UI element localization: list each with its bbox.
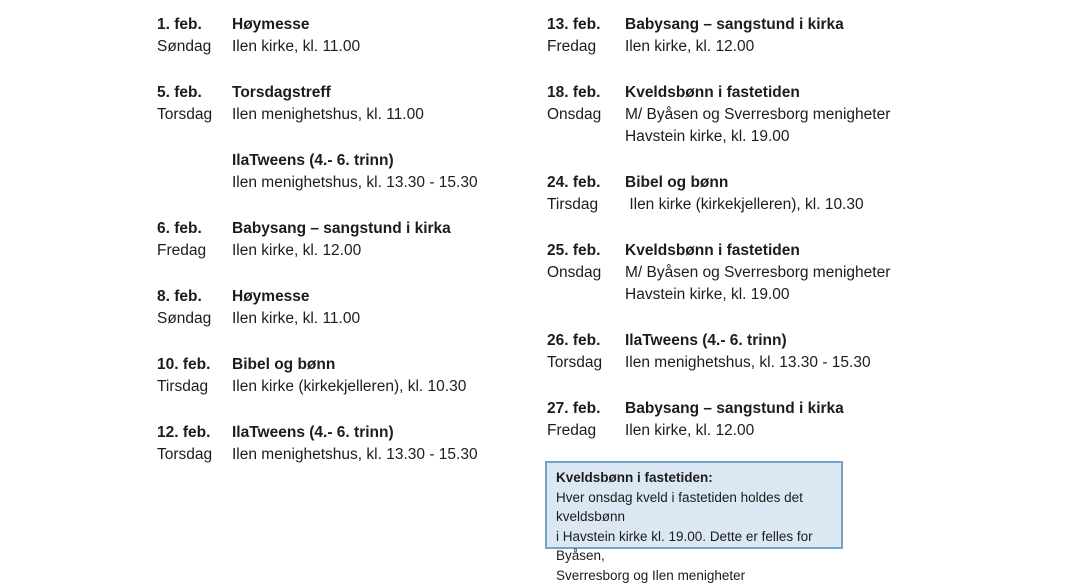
info-box-line: Hver onsdag kveld i fastetiden holdes det kveldsbønn [556, 488, 832, 527]
event-title: Kveldsbønn i fastetiden [625, 82, 942, 104]
event-entry [157, 354, 542, 398]
event-content-cell [232, 82, 542, 126]
event-title: Torsdagstreff [232, 82, 542, 104]
event-date: 18. feb. [547, 82, 625, 104]
event-entry [547, 398, 942, 442]
event-detail-line: Ilen menighetshus, kl. 13.30 - 15.30 [232, 444, 542, 466]
event-date: 5. feb. [157, 82, 232, 104]
events-column-right [547, 14, 942, 466]
event-title: Babysang – sangstund i kirka [625, 398, 942, 420]
event-content-cell [625, 330, 942, 374]
event-title: IlaTweens (4.- 6. trinn) [232, 150, 542, 172]
event-date: 26. feb. [547, 330, 625, 352]
event-entry [547, 172, 942, 216]
event-detail-line: Ilen kirke, kl. 12.00 [625, 420, 942, 442]
event-date-cell [547, 398, 625, 442]
event-date-cell [157, 286, 232, 330]
info-box-line: Sverresborg og Ilen menigheter [556, 566, 832, 585]
event-date-cell [157, 150, 232, 194]
event-detail-line: Ilen kirke, kl. 11.00 [232, 36, 542, 58]
event-day: Torsdag [547, 352, 625, 374]
event-date: 25. feb. [547, 240, 625, 262]
event-title: Bibel og bønn [625, 172, 942, 194]
event-entry [157, 14, 542, 58]
event-detail-line: M/ Byåsen og Sverresborg menigheter [625, 104, 942, 126]
event-day: Fredag [157, 240, 232, 262]
event-detail-line: Ilen menighetshus, kl. 13.30 - 15.30 [232, 172, 542, 194]
event-date-cell [157, 14, 232, 58]
event-day: Søndag [157, 308, 232, 330]
event-entry [157, 286, 542, 330]
event-date-cell [547, 14, 625, 58]
event-detail-line: Havstein kirke, kl. 19.00 [625, 284, 942, 306]
event-detail-line: Ilen kirke, kl. 11.00 [232, 308, 542, 330]
event-title: Babysang – sangstund i kirka [232, 218, 542, 240]
event-content-cell [625, 398, 942, 442]
event-date: 1. feb. [157, 14, 232, 36]
event-day: Fredag [547, 420, 625, 442]
event-entry [157, 150, 542, 194]
event-date-cell [157, 218, 232, 262]
event-detail-line: Ilen kirke (kirkekjelleren), kl. 10.30 [625, 194, 942, 216]
event-date: 13. feb. [547, 14, 625, 36]
event-content-cell [625, 14, 942, 58]
event-detail-line: Ilen menighetshus, kl. 11.00 [232, 104, 542, 126]
event-entry [547, 14, 942, 58]
event-date-cell [157, 82, 232, 126]
info-box-line: i Havstein kirke kl. 19.00. Dette er felles for Byåsen, [556, 527, 832, 566]
event-entry [157, 218, 542, 262]
event-day: Søndag [157, 36, 232, 58]
event-date: 27. feb. [547, 398, 625, 420]
event-date-cell [547, 240, 625, 306]
event-entry [547, 240, 942, 306]
event-entry [547, 82, 942, 148]
event-content-cell [232, 150, 542, 194]
info-box-title: Kveldsbønn i fastetiden: [556, 468, 832, 488]
event-day: Torsdag [157, 444, 232, 466]
event-date-cell [547, 330, 625, 374]
event-detail-line: Ilen kirke, kl. 12.00 [625, 36, 942, 58]
event-entry [157, 82, 542, 126]
event-title: Høymesse [232, 14, 542, 36]
event-content-cell [232, 14, 542, 58]
event-content-cell [232, 218, 542, 262]
event-day: Torsdag [157, 104, 232, 126]
event-title: IlaTweens (4.- 6. trinn) [625, 330, 942, 352]
event-day: Fredag [547, 36, 625, 58]
event-date: 12. feb. [157, 422, 232, 444]
event-content-cell [625, 172, 942, 216]
event-date-cell [157, 422, 232, 466]
event-title: Bibel og bønn [232, 354, 542, 376]
event-day: Tirsdag [547, 194, 625, 216]
info-box [545, 461, 843, 549]
event-detail-line: Havstein kirke, kl. 19.00 [625, 126, 942, 148]
event-entry [157, 422, 542, 466]
event-content-cell [232, 354, 542, 398]
event-content-cell [232, 286, 542, 330]
event-title: Babysang – sangstund i kirka [625, 14, 942, 36]
event-day: Onsdag [547, 262, 625, 284]
event-title: Høymesse [232, 286, 542, 308]
event-content-cell [625, 82, 942, 148]
event-date: 8. feb. [157, 286, 232, 308]
event-content-cell [232, 422, 542, 466]
event-detail-line: Ilen menighetshus, kl. 13.30 - 15.30 [625, 352, 942, 374]
event-date: 6. feb. [157, 218, 232, 240]
event-date-cell [547, 172, 625, 216]
event-day: Onsdag [547, 104, 625, 126]
event-date: 24. feb. [547, 172, 625, 194]
event-date: 10. feb. [157, 354, 232, 376]
event-content-cell [625, 240, 942, 306]
event-detail-line: M/ Byåsen og Sverresborg menigheter [625, 262, 942, 284]
event-detail-line: Ilen kirke (kirkekjelleren), kl. 10.30 [232, 376, 542, 398]
event-date-cell [157, 354, 232, 398]
events-column-left [157, 14, 542, 490]
event-title: IlaTweens (4.- 6. trinn) [232, 422, 542, 444]
event-title: Kveldsbønn i fastetiden [625, 240, 942, 262]
event-entry [547, 330, 942, 374]
event-day: Tirsdag [157, 376, 232, 398]
event-detail-line: Ilen kirke, kl. 12.00 [232, 240, 542, 262]
event-date-cell [547, 82, 625, 148]
